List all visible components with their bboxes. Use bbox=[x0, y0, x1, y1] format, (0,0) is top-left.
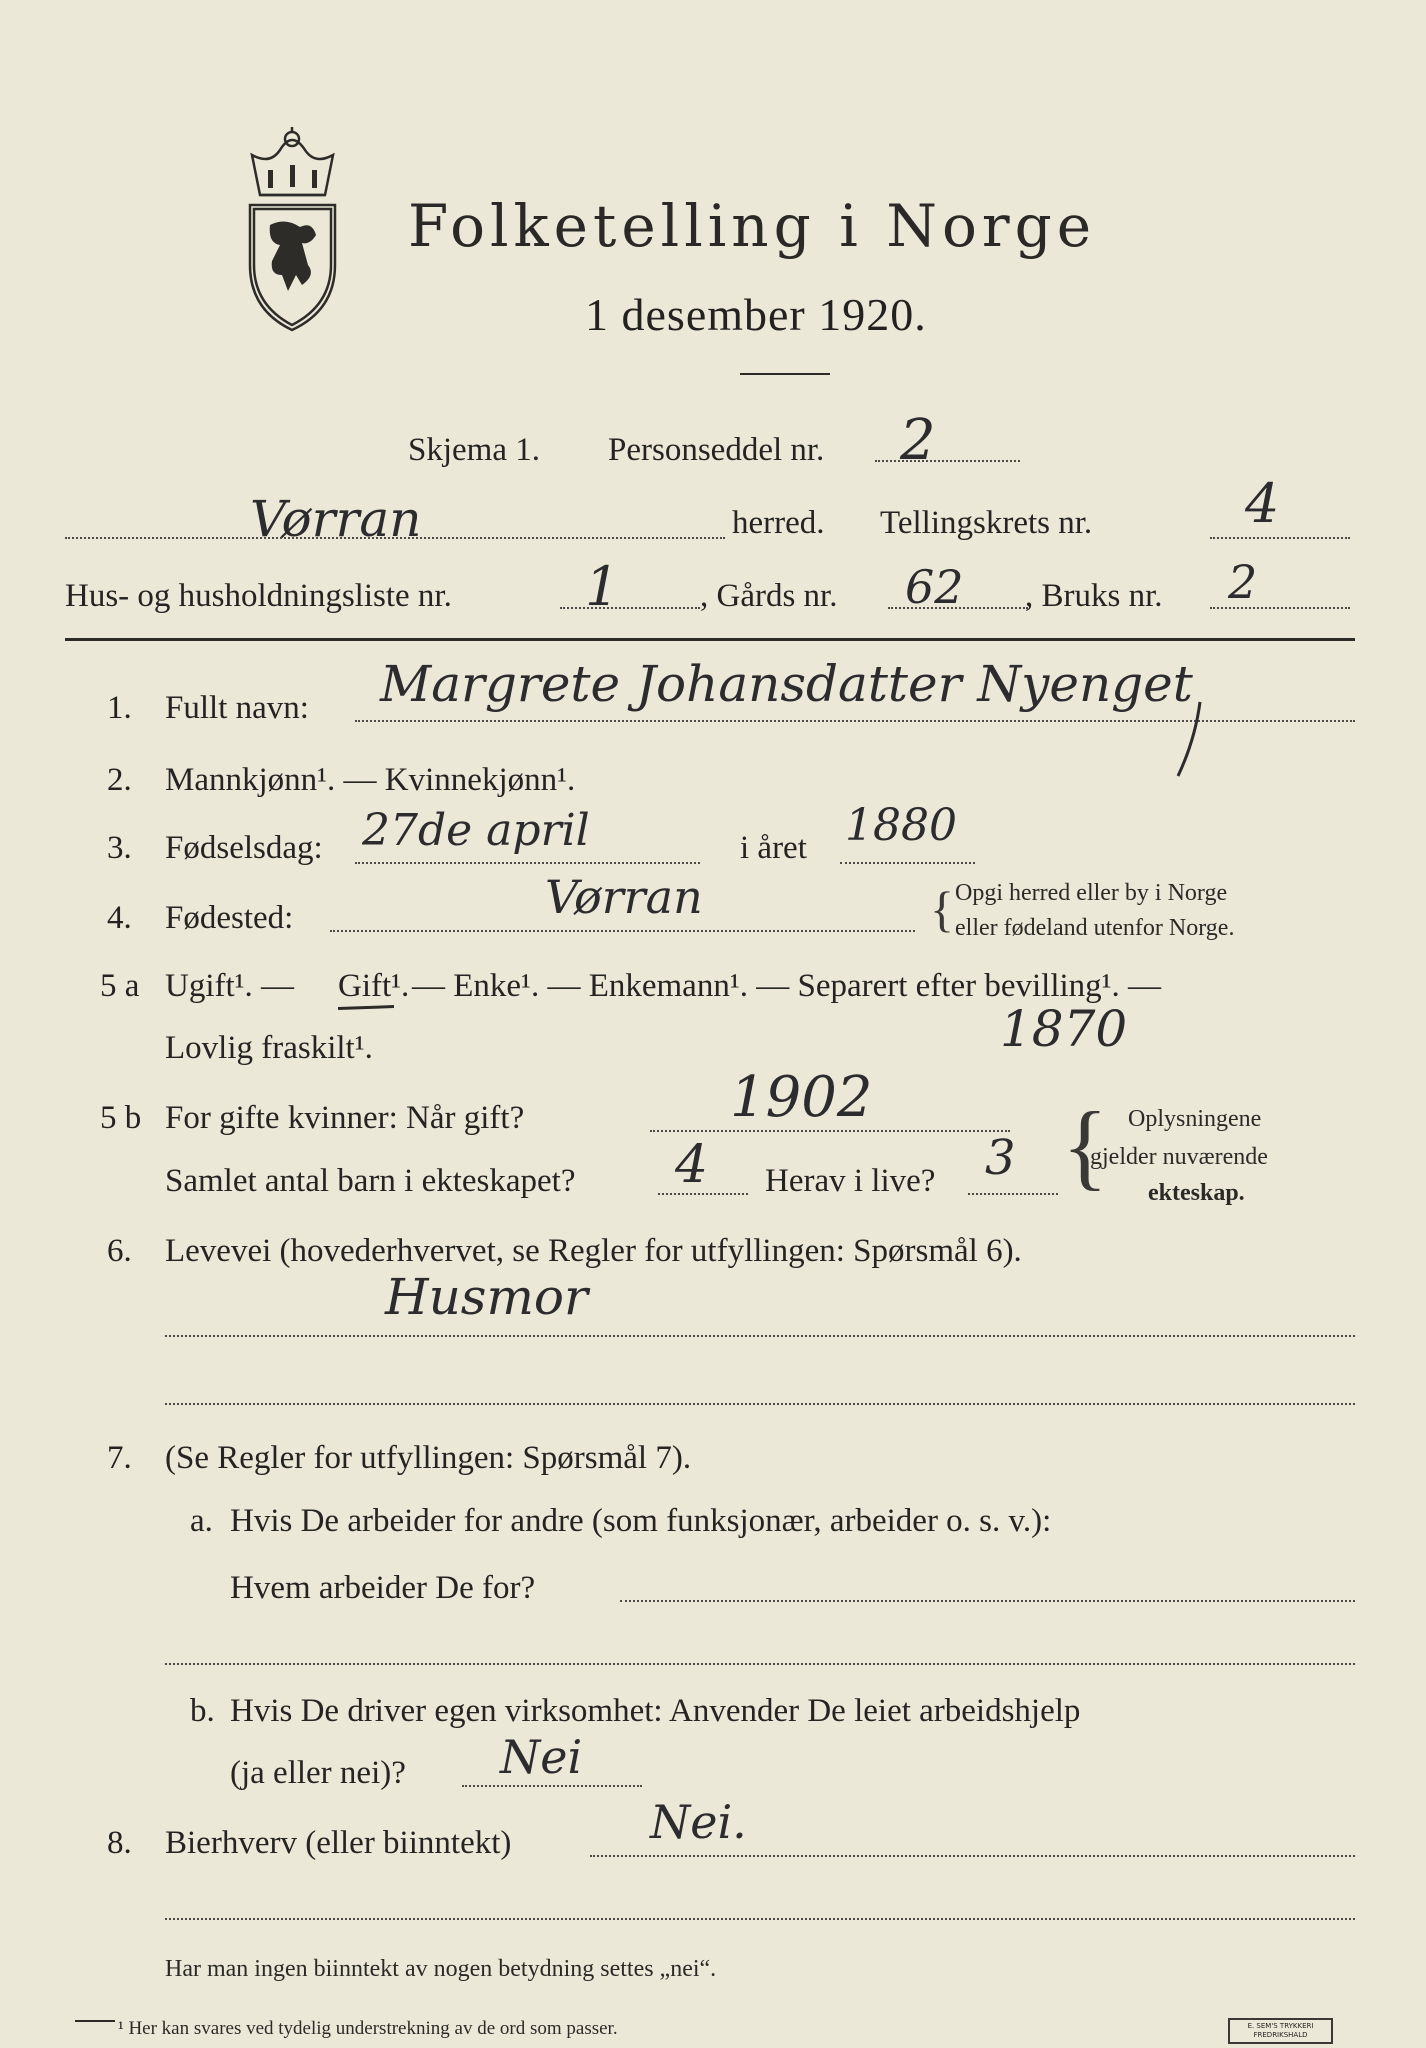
q4-number: 4. bbox=[107, 900, 132, 936]
q7-label: (Se Regler for utfyllingen: Spørsmål 7). bbox=[165, 1440, 692, 1476]
tellingskrets-line bbox=[1210, 537, 1350, 539]
q7a-line-2 bbox=[165, 1663, 1355, 1665]
q5b-barn-label: Samlet antal barn i ekteskapet? bbox=[165, 1163, 576, 1199]
q3-number: 3. bbox=[107, 830, 132, 866]
q5b-live-value: 3 bbox=[985, 1130, 1016, 1186]
gards-label: , Gårds nr. bbox=[700, 578, 838, 614]
q5b-barn-value: 4 bbox=[675, 1135, 709, 1195]
tellingskrets-value: 4 bbox=[1245, 472, 1280, 535]
q7a-question: Hvem arbeider De for? bbox=[230, 1570, 536, 1606]
q6-value: Husmor bbox=[385, 1268, 588, 1326]
form-title: Folketelling i Norge bbox=[408, 192, 1097, 260]
q7b-value: Nei bbox=[500, 1730, 583, 1784]
q5a-gift-underline bbox=[338, 1005, 394, 1010]
bruks-label: , Bruks nr. bbox=[1025, 578, 1163, 614]
q4-note-1: Opgi herred eller by i Norge bbox=[955, 880, 1228, 906]
q8-label: Bierhverv (eller biinntekt) bbox=[165, 1825, 512, 1861]
header-rule bbox=[65, 638, 1355, 641]
q5b-note-2: gjelder nuværende bbox=[1090, 1144, 1268, 1170]
q4-label: Fødested: bbox=[165, 900, 294, 936]
q8-value: Nei. bbox=[650, 1795, 747, 1849]
q1-label: Fullt navn: bbox=[165, 690, 309, 726]
q3-year-value: 1880 bbox=[845, 800, 957, 851]
q5b-value: 1902 bbox=[730, 1065, 873, 1130]
q6-number: 6. bbox=[107, 1233, 132, 1269]
q1-number: 1. bbox=[107, 690, 132, 726]
q7b-label: Hvis De driver egen virksomhet: Anvender De leiet arbeidshjelp bbox=[230, 1693, 1081, 1729]
q2-number: 2. bbox=[107, 762, 132, 798]
q7a-number: a. bbox=[190, 1503, 213, 1539]
q7b-question: (ja eller nei)? bbox=[230, 1755, 406, 1791]
q3-year-label: i året bbox=[740, 830, 807, 866]
q5a-rest: — Enke¹. — Enkemann¹. — Separert efter bevilling¹. — bbox=[412, 968, 1162, 1004]
q8-number: 8. bbox=[107, 1825, 132, 1861]
q5a-number: 5 a bbox=[100, 968, 140, 1004]
schema-label: Skjema 1. bbox=[408, 432, 540, 468]
coat-of-arms-icon bbox=[230, 125, 355, 335]
q5b-note-3: ekteskap. bbox=[1148, 1180, 1245, 1206]
hus-line bbox=[560, 607, 700, 609]
q5b-live-label: Herav i live? bbox=[765, 1163, 936, 1199]
q7-number: 7. bbox=[107, 1440, 132, 1476]
personseddel-line bbox=[875, 460, 1020, 462]
q7a-label: Hvis De arbeider for andre (som funksjonær, arbeider o. s. v.): bbox=[230, 1503, 1052, 1539]
q5b-number: 5 b bbox=[100, 1100, 142, 1136]
personseddel-value: 2 bbox=[900, 408, 936, 473]
q4-line bbox=[330, 930, 915, 932]
q3-year-line bbox=[840, 862, 975, 864]
q5b-line bbox=[650, 1130, 1010, 1132]
q3-label: Fødselsdag: bbox=[165, 830, 323, 866]
bruks-value: 2 bbox=[1228, 555, 1258, 609]
q8-line-1 bbox=[590, 1855, 1355, 1857]
q6-label: Levevei (hovederhvervet, se Regler for utfyllingen: Spørsmål 6). bbox=[165, 1233, 1022, 1269]
herred-label: herred. bbox=[732, 505, 825, 541]
herred-value: Vørran bbox=[250, 490, 422, 548]
census-date: 1 desember 1920. bbox=[585, 289, 927, 340]
q4-brace: { bbox=[930, 881, 954, 937]
q7a-line-1 bbox=[620, 1600, 1355, 1602]
q3-line bbox=[355, 862, 700, 864]
footnote-rule bbox=[75, 2020, 115, 2022]
q5b-live-line bbox=[968, 1193, 1058, 1195]
q6-line-1 bbox=[165, 1335, 1355, 1337]
q3-value: 27de april bbox=[362, 805, 590, 856]
hus-label: Hus- og husholdningsliste nr. bbox=[65, 578, 452, 614]
footnote: ¹ Her kan svares ved tydelig understrekning av de ord som passer. bbox=[118, 2018, 618, 2039]
q5a-gift: Gift¹. bbox=[338, 968, 410, 1004]
personseddel-label: Personseddel nr. bbox=[608, 432, 825, 468]
q6-line-2 bbox=[165, 1403, 1355, 1405]
q1-value: Margrete Johansdatter Nyenget bbox=[380, 655, 1193, 713]
q1-pen-stroke bbox=[1170, 700, 1210, 780]
printer-stamp: E. SEM'S TRYKKERI FREDRIKSHALD bbox=[1228, 2018, 1333, 2044]
q7b-number: b. bbox=[190, 1693, 215, 1729]
q4-value: Vørran bbox=[545, 870, 703, 924]
footer-note: Har man ingen biinntekt av nogen betydning settes „nei“. bbox=[165, 1956, 717, 1982]
q7b-line bbox=[462, 1785, 642, 1787]
q2-label: Mannkjønn¹. — Kvinnekjønn¹. bbox=[165, 762, 576, 798]
gards-value: 62 bbox=[905, 560, 964, 614]
q4-note-2: eller fødeland utenfor Norge. bbox=[955, 915, 1235, 941]
q5b-label: For gifte kvinner: Når gift? bbox=[165, 1100, 525, 1136]
q5a-ugift: Ugift¹. — bbox=[165, 968, 295, 1004]
q5b-brace: { bbox=[1062, 1092, 1109, 1199]
tellingskrets-label: Tellingskrets nr. bbox=[880, 505, 1093, 541]
q5a-annotation: 1870 bbox=[1000, 1000, 1128, 1058]
q8-line-2 bbox=[165, 1918, 1355, 1920]
hus-value: 1 bbox=[585, 555, 620, 618]
title-divider bbox=[740, 373, 830, 375]
q5b-note-1: Oplysningene bbox=[1128, 1106, 1262, 1132]
q5a-line2: Lovlig fraskilt¹. bbox=[165, 1030, 373, 1066]
